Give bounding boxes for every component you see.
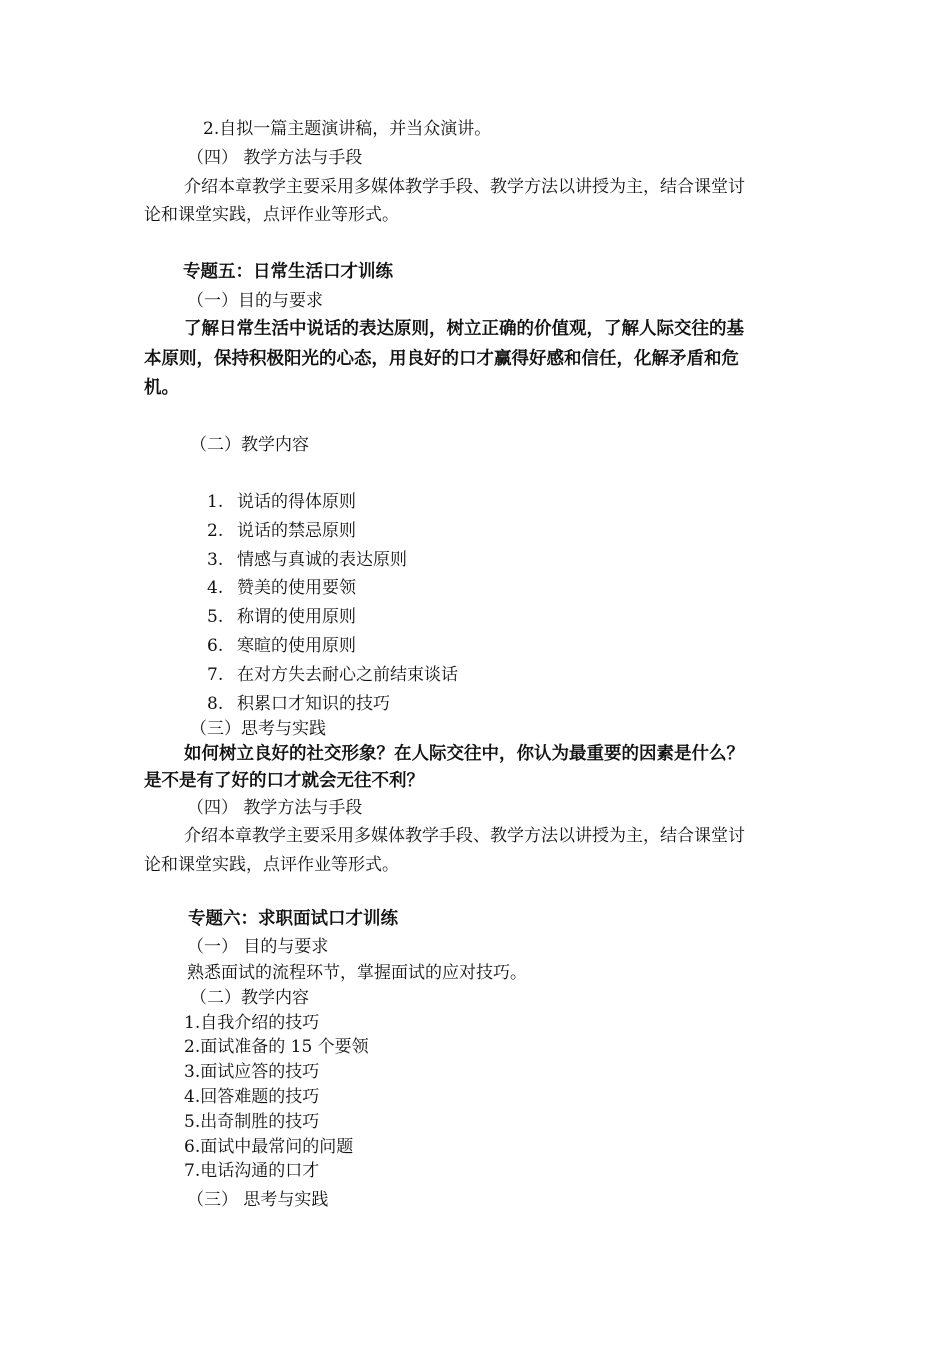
topic-5-title: 专题五：日常生活口才训练 [183, 262, 393, 282]
topic-5-section-4-line-1: 介绍本章教学主要采用多媒体教学手段、教学方法以讲授为主，结合课堂讨 [184, 826, 745, 846]
prev-item-2: 2.自拟一篇主题演讲稿，并当众演讲。 [203, 119, 492, 139]
topic-5-section-4-heading: （四） 教学方法与手段 [187, 798, 363, 818]
prev-section-4-line-2: 论和课堂实践，点评作业等形式。 [144, 205, 399, 225]
topic-5-section-4-line-2: 论和课堂实践，点评作业等形式。 [144, 855, 399, 875]
list-item: 4. 赞美的使用要领 [207, 578, 356, 598]
topic-5-section-1-line-2: 本原则，保持积极阳光的心态，用良好的口才赢得好感和信任，化解矛盾和危 [144, 349, 739, 369]
topic-6-section-1-heading: （一） 目的与要求 [187, 937, 329, 957]
topic-5-section-2-heading: （二）教学内容 [190, 435, 309, 455]
list-item: 6.面试中最常问的问题 [184, 1137, 354, 1157]
topic-5-section-3-heading: （三）思考与实践 [190, 719, 326, 739]
topic-5-section-3-line-2: 是不是有了好的口才就会无往不利？ [144, 771, 424, 791]
prev-section-4-line-1: 介绍本章教学主要采用多媒体教学手段、教学方法以讲授为主，结合课堂讨 [184, 177, 745, 197]
list-item: 2.面试准备的 15 个要领 [184, 1037, 369, 1057]
topic-5-section-1-line-1: 了解日常生活中说话的表达原则，树立正确的价值观，了解人际交往的基 [184, 319, 744, 339]
list-item: 1.自我介绍的技巧 [184, 1013, 320, 1033]
list-item: 7.电话沟通的口才 [184, 1161, 320, 1181]
prev-section-4-heading: （四） 教学方法与手段 [187, 148, 363, 168]
list-item: 8. 积累口才知识的技巧 [207, 694, 390, 714]
topic-6-section-2-heading: （二）教学内容 [190, 988, 309, 1008]
list-item: 4.回答难题的技巧 [184, 1087, 320, 1107]
list-item: 3. 情感与真诚的表达原则 [207, 550, 407, 570]
topic-6-section-1-line-1: 熟悉面试的流程环节，掌握面试的应对技巧。 [187, 963, 527, 983]
list-item: 5.出奇制胜的技巧 [184, 1112, 320, 1132]
topic-5-section-1-line-3: 机。 [144, 378, 179, 398]
topic-5-section-1-heading: （一）目的与要求 [187, 291, 323, 311]
topic-5-section-3-line-1: 如何树立良好的社交形象？在人际交往中，你认为最重要的因素是什么？ [184, 744, 744, 764]
topic-6-title: 专题六：求职面试口才训练 [188, 909, 398, 929]
topic-6-section-3-heading: （三） 思考与实践 [187, 1190, 329, 1210]
list-item: 7. 在对方失去耐心之前结束谈话 [207, 665, 458, 685]
list-item: 6. 寒暄的使用原则 [207, 636, 356, 656]
list-item: 2. 说话的禁忌原则 [207, 521, 356, 541]
list-item: 1. 说话的得体原则 [207, 492, 356, 512]
list-item: 5. 称谓的使用原则 [207, 607, 356, 627]
list-item: 3.面试应答的技巧 [184, 1062, 320, 1082]
